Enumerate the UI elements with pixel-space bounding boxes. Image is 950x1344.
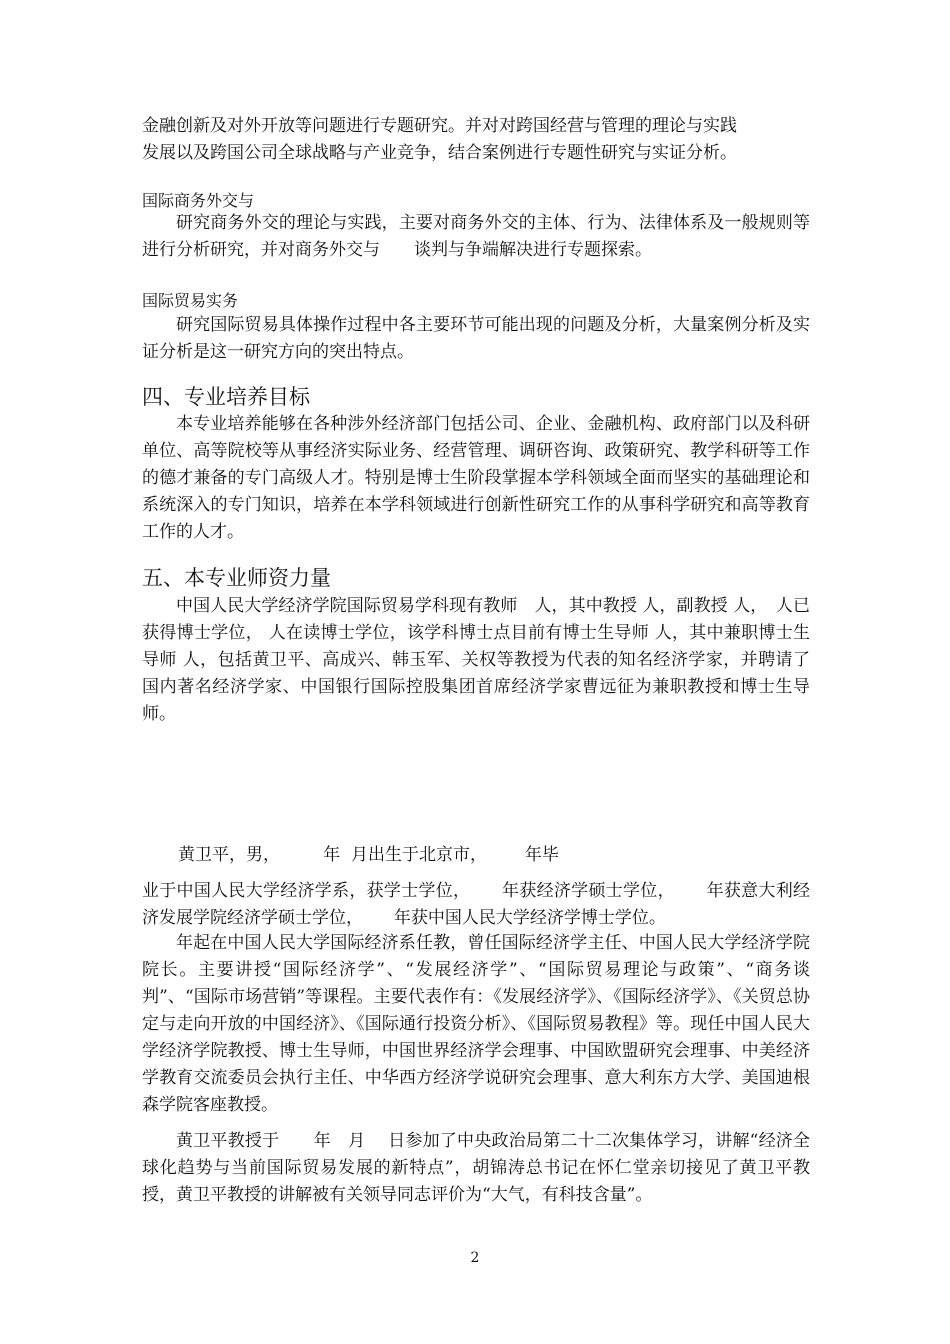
goals-paragraph: 本专业培养能够在各种涉外经济部门包括公司、企业、金融机构、政府部门以及科研单位、高等院校等从事经济实际业务、经营管理、调研咨询、政策研究、教学科研等工作的德才兼备的专门高级人才。特别是博士生阶段掌握本学科领域全面而坚实的基础理论和系统深入的专门知识，培养在本学科领域进行创新性研究工作的从事科学研究和高等教育工作的人才。 bbox=[142, 414, 810, 542]
intro-paragraph bbox=[142, 113, 810, 167]
page-number: 2 bbox=[470, 1250, 480, 1266]
diplomacy-subheading: 国际商务外交与 bbox=[142, 191, 255, 210]
faculty-paragraph: 中国人民大学经济学院国际贸易学科现有教师 人，其中教授 人，副教授 人， 人已获得博士学位， 人在读博士学位，该学科博士点目前有博士生导师 人，其中兼职博士生导师 人，包括黄卫平、高成兴、韩玉军、关权等教授为代表的知名经济学家，并聘请了国内著名经济学家、中国银行国际控股集团首席经济学家曹远征为兼职教授和博士生导师。 bbox=[142, 596, 810, 724]
bio-paragraph-3: 黄卫平教授于 年 月 日参加了中央政治局第二十二次集体学习，讲解“经济全球化趋势与当前国际贸易发展的新特点”，胡锦涛总书记在怀仁堂亲切接见了黄卫平教授，黄卫平教授的讲解被有关领导同志评价为“大气，有科技含量”。 bbox=[142, 1131, 810, 1205]
diplomacy-paragraph: 研究商务外交的理论与实践，主要对商务外交的主体、行为、法律体系及一般规则等进行分析研究，并对商务外交与 谈判与争端解决进行专题探索。 bbox=[142, 213, 810, 260]
bio-first-line: 黄卫平，男， 年 月出生于北京市， 年毕 bbox=[178, 845, 559, 865]
intro-line-2: 发展以及跨国公司全球战略与产业竞争，结合案例进行专题性研究与实证分析。 bbox=[142, 143, 737, 163]
practice-subheading: 国际贸易实务 bbox=[142, 291, 239, 310]
faculty-heading: 五、本专业师资力量 bbox=[142, 566, 331, 590]
goals-heading: 四、专业培养目标 bbox=[142, 385, 310, 409]
intro-line-1: 金融创新及对外开放等问题进行专题研究。并对对跨国经营与管理的理论与实践 bbox=[142, 116, 737, 136]
bio-paragraph-1: 业于中国人民大学经济学系，获学士学位， 年获经济学硕士学位， 年获意大利经济发展学院经济学硕士学位， 年获中国人民大学经济学博士学位。 bbox=[142, 881, 810, 928]
bio-paragraph-2: 年起在中国人民大学国际经济系任教，曾任国际经济学主任、中国人民大学经济学院院长。主要讲授“国际经济学”、“发展经济学”、“国际贸易理论与政策”、“商务谈判”、“国际市场营销”等课程。主要代表作有：《发展经济学》、《国际经济学》、《关贸总协定与走向开放的中国经济》、《国际通行投资分析》、《国际贸易教程》等。现任中国人民大学经济学院教授、博士生导师，中国世界经济学会理事、中国欧盟研究会理事、中美经济学教育交流委员会执行主任、中华西方经济学说研究会理事、意大利东方大学、美国迪根森学院客座教授。 bbox=[142, 933, 810, 1115]
practice-paragraph: 研究国际贸易具体操作过程中各主要环节可能出现的问题及分析，大量案例分析及实证分析是这一研究方向的突出特点。 bbox=[142, 315, 810, 362]
